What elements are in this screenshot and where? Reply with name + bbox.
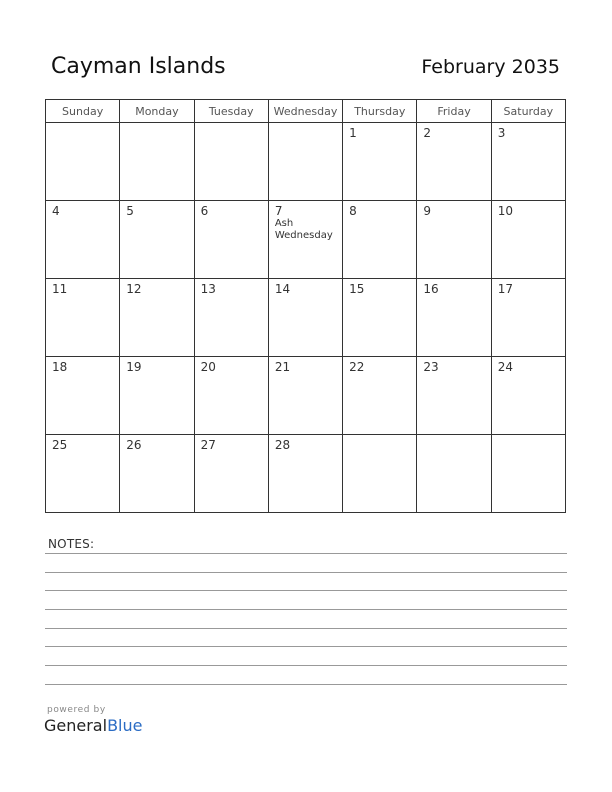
weekday-thursday: Thursday: [343, 100, 417, 123]
calendar-weeks: [46, 123, 566, 513]
calendar-day-cell: [194, 123, 268, 201]
logo-general-text: General: [44, 716, 108, 735]
day-number: 8: [349, 204, 357, 218]
notes-label: NOTES:: [48, 537, 95, 551]
calendar-month-year: February 2035: [421, 56, 560, 78]
day-number: 27: [200, 438, 216, 452]
note-line: [45, 590, 567, 591]
weekday-sunday: Sunday: [46, 100, 120, 123]
calendar-day-cell: [268, 357, 342, 435]
day-number: 26: [126, 438, 142, 452]
weekday-header-row: [46, 100, 566, 123]
note-line: [45, 646, 567, 647]
day-number: 14: [274, 282, 291, 296]
calendar-week-row: [46, 201, 566, 279]
day-number: 21: [274, 360, 291, 374]
calendar-day-cell: [268, 279, 342, 357]
calendar-week-row: [46, 357, 566, 435]
day-number: 15: [349, 282, 365, 296]
calendar-day-cell: [417, 123, 491, 201]
day-number: 20: [200, 360, 216, 374]
calendar-day-cell: [46, 201, 120, 279]
calendar-week-row: [46, 279, 566, 357]
calendar-day-cell: [343, 279, 417, 357]
note-line: [45, 665, 567, 666]
day-number: 16: [423, 282, 439, 296]
day-number: 1: [349, 126, 357, 140]
calendar-day-cell: [194, 435, 268, 513]
day-number: 23: [423, 360, 439, 374]
calendar-day-cell: [417, 201, 491, 279]
day-number: 24: [497, 360, 513, 374]
note-line: [45, 572, 567, 573]
calendar-day-cell: [491, 279, 565, 357]
calendar-day-cell: [491, 201, 565, 279]
month-calendar-grid: [45, 99, 566, 513]
note-line: [45, 684, 567, 685]
day-number: 18: [52, 360, 68, 374]
calendar-day-cell: [268, 201, 342, 279]
calendar-day-cell: [268, 435, 342, 513]
calendar-day-cell: [120, 435, 194, 513]
weekday-friday: Friday: [417, 100, 491, 123]
day-number: 2: [423, 126, 432, 140]
note-line: [45, 553, 567, 554]
calendar-day-cell: [120, 201, 194, 279]
calendar-day-cell: [343, 435, 417, 513]
holiday-label: Ash Wednesday: [274, 218, 333, 241]
calendar-day-cell: [343, 201, 417, 279]
day-number: 4: [52, 204, 60, 218]
day-number: 17: [497, 282, 513, 296]
calendar-day-cell: [417, 357, 491, 435]
calendar-day-cell: [491, 357, 565, 435]
day-number: 9: [423, 204, 432, 218]
day-number: 5: [126, 204, 134, 218]
calendar-day-cell: [46, 123, 120, 201]
day-number: 3: [497, 126, 506, 140]
note-line: [45, 628, 567, 629]
calendar-day-cell: [268, 123, 342, 201]
powered-by-text: powered by: [47, 705, 106, 715]
day-number: 19: [126, 360, 142, 374]
calendar-week-row: [46, 435, 566, 513]
day-number: 28: [274, 438, 291, 452]
calendar-day-cell: [194, 201, 268, 279]
note-line: [45, 609, 567, 610]
calendar-day-cell: [343, 123, 417, 201]
generalblue-logo: [44, 716, 142, 735]
weekday-saturday: Saturday: [491, 100, 565, 123]
calendar-day-cell: [343, 357, 417, 435]
calendar-day-cell: [491, 435, 565, 513]
calendar-day-cell: [194, 279, 268, 357]
calendar-day-cell: [120, 357, 194, 435]
calendar-week-row: [46, 123, 566, 201]
calendar-day-cell: [417, 435, 491, 513]
day-number: 13: [200, 282, 216, 296]
calendar-day-cell: [46, 279, 120, 357]
day-number: 10: [497, 204, 513, 218]
day-number: 7: [274, 204, 283, 218]
calendar-day-cell: [46, 435, 120, 513]
calendar-day-cell: [120, 279, 194, 357]
weekday-wednesday: Wednesday: [268, 100, 342, 123]
day-number: 25: [52, 438, 68, 452]
calendar-country-title: Cayman Islands: [51, 54, 226, 79]
calendar-day-cell: [417, 279, 491, 357]
logo-blue-text: Blue: [107, 716, 143, 735]
calendar-day-cell: [120, 123, 194, 201]
weekday-monday: Monday: [120, 100, 194, 123]
weekday-tuesday: Tuesday: [194, 100, 268, 123]
day-number: 12: [126, 282, 142, 296]
day-number: 22: [349, 360, 365, 374]
calendar-day-cell: [194, 357, 268, 435]
calendar-day-cell: [491, 123, 565, 201]
calendar-day-cell: [46, 357, 120, 435]
day-number: 11: [52, 282, 68, 296]
day-number: 6: [200, 204, 209, 218]
